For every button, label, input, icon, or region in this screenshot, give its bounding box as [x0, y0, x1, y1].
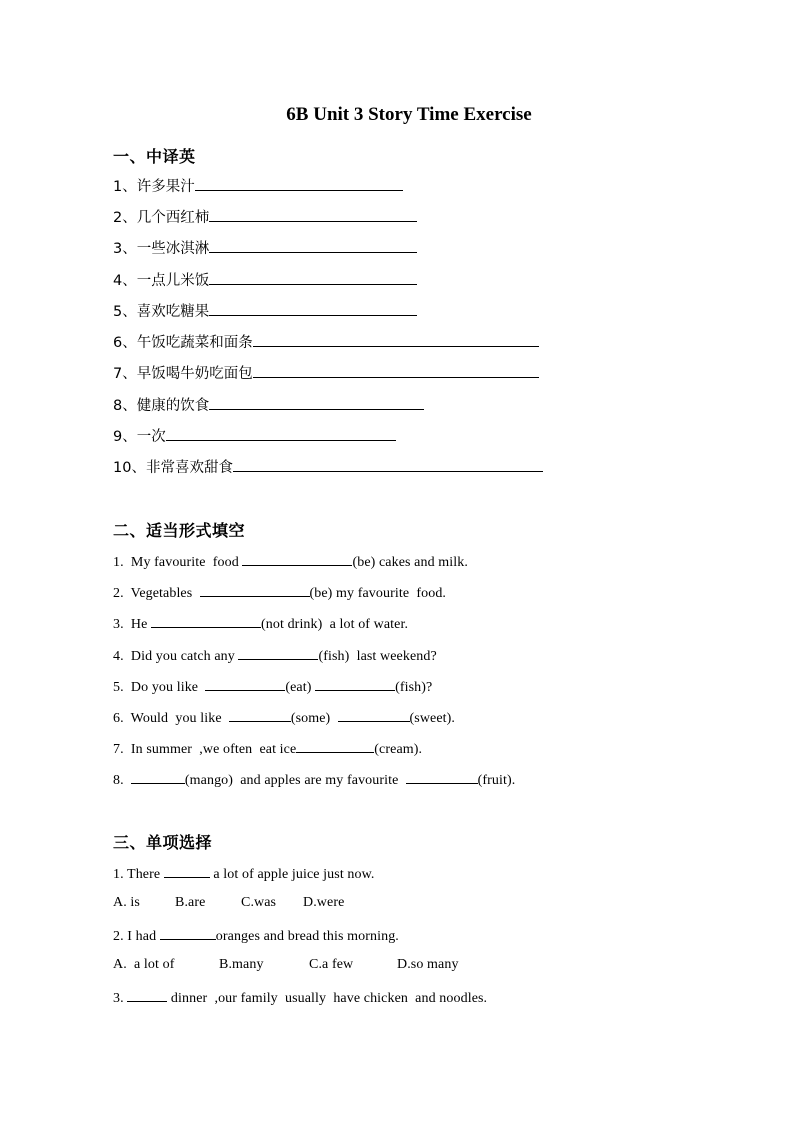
item-text: (be) my favourite food.	[309, 586, 447, 601]
item-prompt: 3、一些冰淇淋	[113, 241, 210, 257]
section-heading-fill-in: 二、适当形式填空	[113, 521, 246, 540]
answer-blank[interactable]	[164, 863, 210, 878]
answer-blank[interactable]	[242, 551, 352, 566]
answer-blank[interactable]	[205, 676, 285, 691]
answer-blank[interactable]	[209, 395, 424, 410]
option-c[interactable]: C.was	[241, 895, 277, 910]
question-text: 2. I had	[113, 929, 160, 944]
answer-blank[interactable]	[315, 676, 395, 691]
item-text: (sweet).	[409, 711, 456, 726]
translation-item	[113, 363, 539, 383]
item-text: (fish) last weekend?	[318, 649, 437, 664]
item-prompt: 2、几个西红柿	[113, 210, 210, 226]
question-3	[113, 987, 487, 1008]
option-a[interactable]: A. a lot of	[113, 957, 175, 972]
item-number: 4.	[113, 649, 124, 664]
translation-item	[113, 176, 403, 196]
fill-in-item	[113, 645, 437, 666]
item-prompt: 5、喜欢吃糖果	[113, 304, 210, 320]
question-2-options	[113, 956, 459, 974]
item-text: (eat)	[285, 680, 316, 695]
fill-in-item	[113, 738, 422, 759]
item-text: (mango) and apples are my favourite	[184, 773, 406, 788]
translation-item	[113, 301, 417, 321]
item-prompt: 1、许多果汁	[113, 179, 195, 195]
answer-blank[interactable]	[209, 301, 417, 316]
item-text: Did you catch any	[130, 649, 239, 664]
answer-blank[interactable]	[406, 769, 478, 784]
translation-item	[113, 270, 417, 290]
item-prompt: 8、健康的饮食	[113, 398, 210, 414]
question-text: 1. There	[113, 867, 164, 882]
fill-in-item	[113, 551, 468, 572]
answer-blank[interactable]	[238, 645, 318, 660]
question-text: 3.	[113, 991, 128, 1006]
question-1-options	[113, 894, 344, 912]
option-d[interactable]: D.were	[303, 895, 345, 910]
option-b[interactable]: B.many	[219, 957, 264, 972]
item-number: 8.	[113, 773, 124, 788]
question-text: oranges and bread this morning.	[215, 929, 399, 944]
fill-in-item	[113, 582, 446, 603]
answer-blank[interactable]	[160, 925, 216, 940]
option-b[interactable]: B.are	[175, 895, 206, 910]
item-text: Vegetables	[130, 586, 200, 601]
item-prompt: 10、非常喜欢甜食	[113, 460, 233, 476]
fill-in-item	[113, 707, 455, 728]
question-text: dinner ,our family usually have chicken and noodles.	[167, 991, 488, 1006]
answer-blank[interactable]	[338, 707, 410, 722]
item-text: (be) cakes and milk.	[352, 555, 468, 570]
item-number: 2.	[113, 586, 124, 601]
item-prompt: 6、午饭吃蔬菜和面条	[113, 335, 253, 351]
item-number: 5.	[113, 680, 124, 695]
answer-blank[interactable]	[127, 987, 167, 1002]
question-text: a lot of apple juice just now.	[209, 867, 375, 882]
answer-blank[interactable]	[233, 457, 543, 472]
answer-blank[interactable]	[200, 582, 310, 597]
answer-blank[interactable]	[296, 738, 374, 753]
translation-item	[113, 207, 417, 227]
item-prompt: 4、一点儿米饭	[113, 273, 210, 289]
answer-blank[interactable]	[131, 769, 185, 784]
item-number: 6.	[113, 711, 124, 726]
translation-item	[113, 457, 543, 477]
answer-blank[interactable]	[166, 426, 396, 441]
item-number: 7.	[113, 742, 124, 757]
option-c[interactable]: C.a few	[309, 957, 354, 972]
item-text: My favourite food	[130, 555, 243, 570]
translation-item	[113, 395, 424, 415]
fill-in-item	[113, 769, 515, 790]
item-text: (cream).	[374, 742, 423, 757]
item-text: (fruit).	[477, 773, 516, 788]
question-1	[113, 863, 375, 884]
item-text: Do you like	[130, 680, 206, 695]
item-text: (fish)?	[395, 680, 433, 695]
item-text: He	[130, 617, 152, 632]
item-text: In summer ,we often eat ice	[130, 742, 297, 757]
answer-blank[interactable]	[209, 270, 417, 285]
item-text: (not drink) a lot of water.	[261, 617, 409, 632]
section-heading-translation: 一、中译英	[113, 147, 196, 166]
translation-item	[113, 332, 539, 352]
option-a[interactable]: A. is	[113, 895, 140, 910]
translation-item	[113, 238, 417, 258]
fill-in-item	[113, 613, 408, 634]
item-number: 1.	[113, 555, 124, 570]
item-prompt: 9、一次	[113, 429, 166, 445]
item-text: (some)	[290, 711, 338, 726]
answer-blank[interactable]	[209, 207, 417, 222]
item-prompt: 7、早饭喝牛奶吃面包	[113, 366, 253, 382]
answer-blank[interactable]	[195, 176, 403, 191]
question-2	[113, 925, 399, 946]
answer-blank[interactable]	[209, 238, 417, 253]
item-text: Would you like	[130, 711, 229, 726]
translation-item	[113, 426, 396, 446]
fill-in-item	[113, 676, 432, 697]
answer-blank[interactable]	[253, 332, 539, 347]
answer-blank[interactable]	[229, 707, 291, 722]
page-title: 6B Unit 3 Story Time Exercise	[286, 104, 532, 125]
answer-blank[interactable]	[151, 613, 261, 628]
section-heading-multiple-choice: 三、单项选择	[113, 833, 213, 852]
item-number: 3.	[113, 617, 124, 632]
answer-blank[interactable]	[253, 363, 539, 378]
option-d[interactable]: D.so many	[397, 957, 459, 972]
